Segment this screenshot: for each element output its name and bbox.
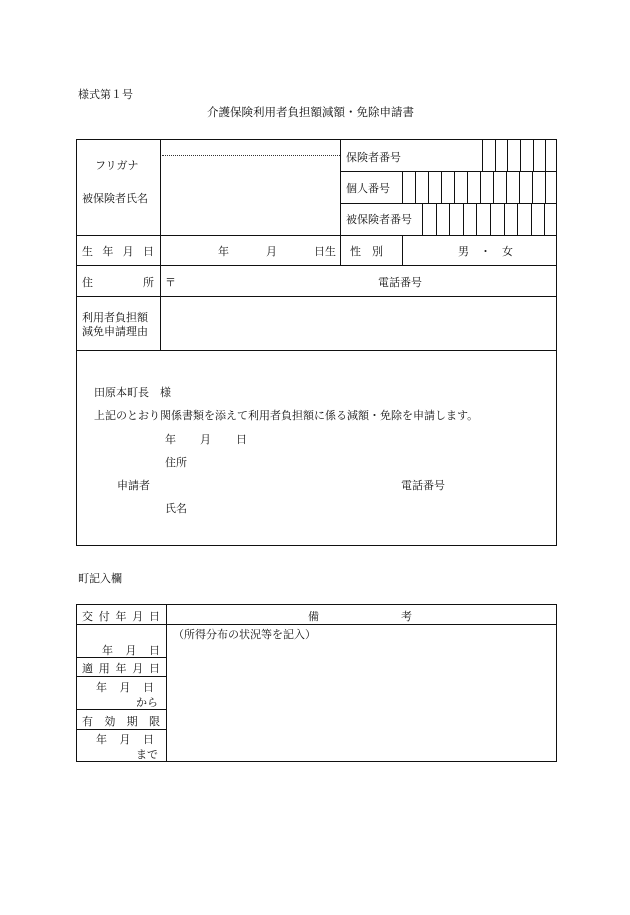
- form-title: 介護保険利用者負担額減額・免除申請書: [207, 105, 414, 119]
- addressee: 田原本町長 様: [94, 386, 171, 399]
- dob-field[interactable]: [162, 237, 339, 264]
- applicant-address-label: 住所: [165, 456, 187, 469]
- sex-label: 性 別: [350, 245, 383, 258]
- from-label: から: [136, 696, 158, 709]
- insurer-number-label: 保険者番号: [346, 151, 401, 164]
- address-field[interactable]: [178, 268, 368, 294]
- reason-label-line2: 減免申請理由: [82, 325, 148, 338]
- application-date-year: 年: [165, 433, 176, 446]
- office-section-label: 町記入欄: [78, 572, 122, 585]
- phone-field[interactable]: [430, 268, 555, 294]
- applicant-name-label: 氏名: [165, 502, 187, 515]
- dob-year-unit: 年: [218, 245, 229, 258]
- issue-date-value[interactable]: 年 月 日: [102, 644, 160, 657]
- personal-number-label: 個人番号: [346, 182, 390, 195]
- personal-number-cells[interactable]: [402, 171, 558, 203]
- furigana-field[interactable]: [162, 141, 339, 154]
- insured-number-label: 被保険者番号: [346, 213, 412, 226]
- dob-label: 生 年 月 日: [82, 245, 154, 258]
- apply-date-label: 適 用 年 月 日: [82, 662, 160, 675]
- address-label: 住 所: [82, 276, 154, 289]
- remarks-field[interactable]: [168, 640, 555, 760]
- insured-name-label: 被保険者氏名: [82, 192, 148, 205]
- furigana-label: フリガナ: [95, 159, 139, 172]
- sex-options[interactable]: 男 ・ 女: [458, 245, 513, 258]
- postal-mark: 〒: [165, 276, 176, 289]
- remarks-label: 備 考: [308, 610, 412, 623]
- valid-period-label: 有 効 期 限: [82, 715, 160, 728]
- application-date-month: 月: [200, 433, 211, 446]
- dob-day-unit: 日生: [314, 245, 336, 258]
- until-label: まで: [136, 748, 158, 761]
- form-number: 様式第１号: [78, 88, 133, 101]
- application-date-day: 日: [236, 433, 247, 446]
- dob-month-unit: 月: [266, 245, 277, 258]
- insured-number-cells[interactable]: [422, 203, 558, 235]
- phone-label: 電話番号: [378, 276, 422, 289]
- valid-period-value[interactable]: 年 月 日: [96, 733, 154, 746]
- remarks-note: （所得分布の状況等を記入）: [173, 628, 316, 641]
- insured-name-field[interactable]: [162, 158, 339, 234]
- reason-field[interactable]: [162, 298, 555, 349]
- applicant-phone-label: 電話番号: [401, 479, 445, 492]
- issue-date-label: 交 付 年 月 日: [82, 610, 160, 623]
- applicant-label: 申請者: [117, 479, 150, 492]
- insurer-number-cells[interactable]: [482, 139, 558, 171]
- reason-label-line1: 利用者負担額: [82, 311, 148, 324]
- declaration-statement: 上記のとおり関係書類を添えて利用者負担額に係る減額・免除を申請します。: [94, 409, 479, 422]
- apply-date-value[interactable]: 年 月 日: [96, 681, 154, 694]
